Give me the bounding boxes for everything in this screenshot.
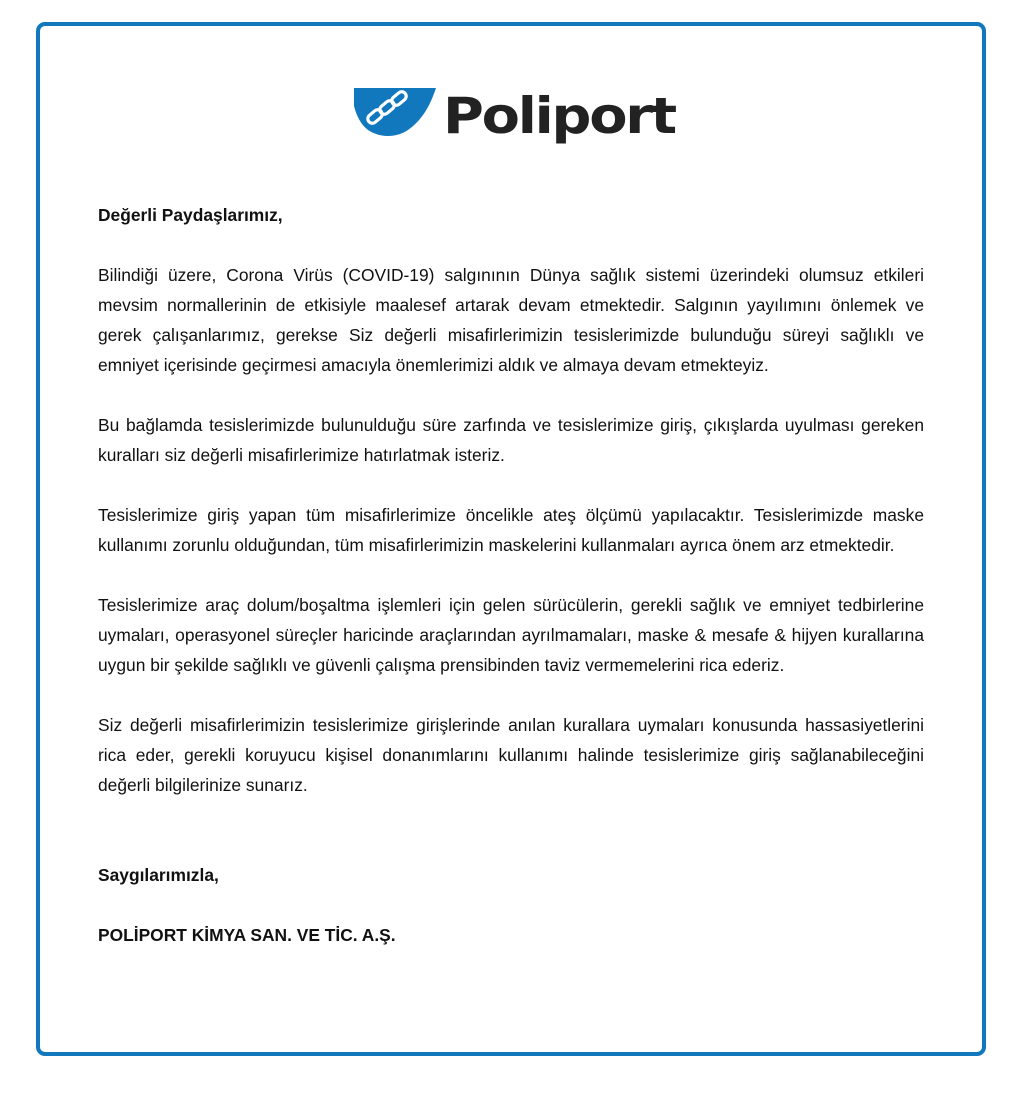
paragraph-3: Tesislerimize giriş yapan tüm misafirlerimize öncelikle ateş ölçümü yapılacaktır. Tesislerimizde maske kullanımı zorunlu olduğundan, tüm misafirlerimizin maskelerini kullanmaları ayrıca önem arz etmektedir. [98,505,924,555]
paragraph-5: Siz değerli misafirlerimizin tesislerimize girişlerinde anılan kurallara uymaları konusunda hassasiyetlerini rica eder, gerekli koruyucu kişisel donanımlarını kullanımı halinde tesislerimize giriş sağlanabileceğini değerli bilgilerinize sunarız. [98,715,924,795]
paragraph-1: Bilindiği üzere, Corona Virüs (COVID-19) salgınının Dünya sağlık sistemi üzerindeki olumsuz etkileri mevsim normallerinin de etkisiyle maalesef artarak devam etmektedir. Salgının yayılımını önlemek ve gerek çalışanlarımız, gerekse Siz değerli misafirlerimizin tesislerimizde bulunduğu süreyi sağlıklı ve emniyet içerisinde geçirmesi amacıyla önemlerimizi aldık ve almaya devam etmekteyiz. [98,265,924,375]
logo-wordmark: Poliport [443,87,677,145]
letter-body [98,200,924,950]
signature: POLİPORT KİMYA SAN. VE TİC. A.Ş. [98,925,396,945]
paragraph-4: Tesislerimize araç dolum/boşaltma işlemleri için gelen sürücülerin, gerekli sağlık ve emniyet tedbirlerine uymaları, operasyonel süreçler haricinde araçlarından ayrılmamaları, maske & mesafe & hijyen kurallarına uygun bir şekilde sağlıklı ve güvenli çalışma prensibinden taviz vermemelerini rica ederiz. [98,595,924,675]
closing: Saygılarımızla, [98,865,219,885]
poliport-logo [350,80,680,150]
greeting: Değerli Paydaşlarımız, [98,205,283,225]
company-logo [350,80,680,150]
paragraph-2: Bu bağlamda tesislerimizde bulunulduğu süre zarfında ve tesislerimize giriş, çıkışlarda uyulması gereken kuralları siz değerli misafirlerimize hatırlatmak isteriz. [98,415,924,465]
